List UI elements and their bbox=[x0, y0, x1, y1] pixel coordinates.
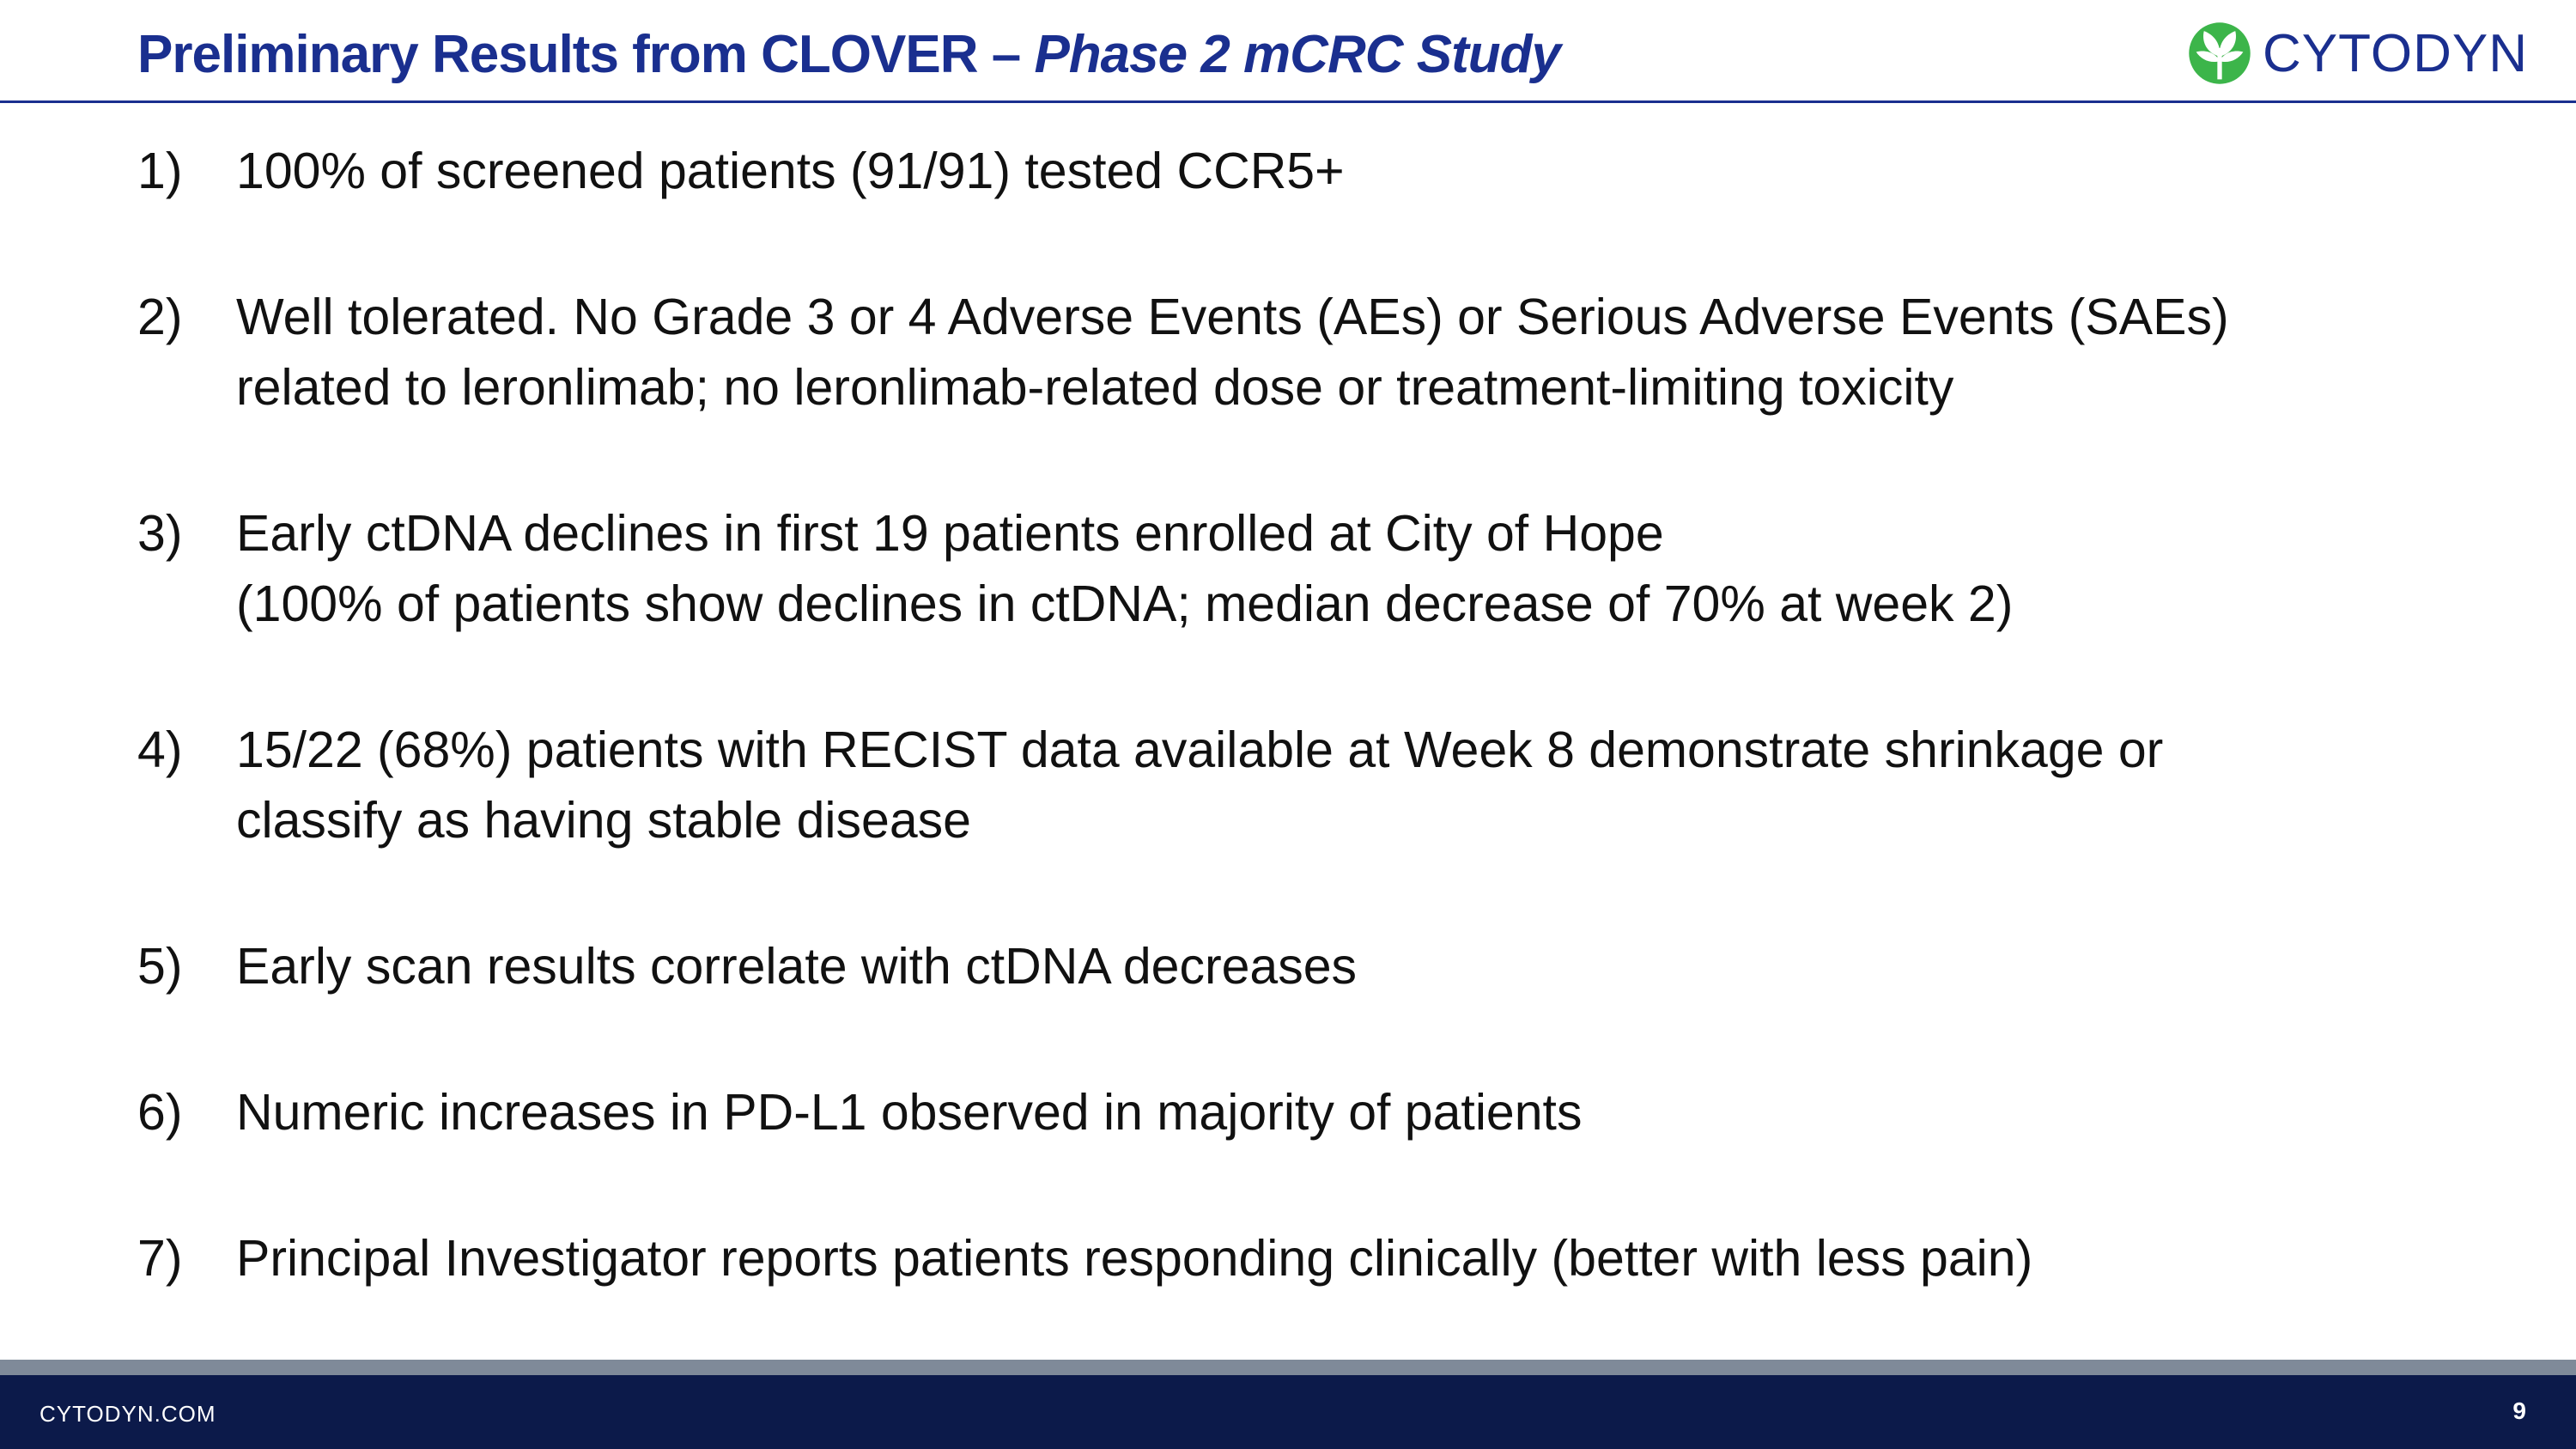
item-number: 4) bbox=[137, 721, 183, 778]
item-number: 7) bbox=[137, 1230, 183, 1287]
item-line: Well tolerated. No Grade 3 or 4 Adverse Events (AEs) or Serious Adverse Events (SAEs) bbox=[236, 289, 2229, 345]
item-line: 100% of screened patients (91/91) tested CCR5+ bbox=[236, 143, 1345, 199]
item-number: 3) bbox=[137, 505, 183, 562]
item-line: related to leronlimab; no leronlimab-related dose or treatment-limiting toxicity bbox=[236, 359, 1954, 416]
page-number: 9 bbox=[2512, 1397, 2526, 1424]
item-line: classify as having stable disease bbox=[236, 792, 971, 849]
item-text bbox=[236, 498, 2490, 639]
item-text bbox=[236, 136, 2490, 206]
list-item bbox=[137, 931, 2490, 1002]
item-line: Numeric increases in PD-L1 observed in majority of patients bbox=[236, 1084, 1583, 1141]
item-number: 5) bbox=[137, 938, 183, 995]
item-line: (100% of patients show declines in ctDNA; median decrease of 70% at week 2) bbox=[236, 575, 2014, 632]
item-text bbox=[236, 282, 2490, 423]
slide-title bbox=[137, 24, 1560, 85]
cytodyn-logo bbox=[2187, 21, 2528, 86]
item-text bbox=[236, 1077, 2490, 1148]
list-item bbox=[137, 136, 2490, 206]
list-item bbox=[137, 1223, 2490, 1294]
item-text bbox=[236, 715, 2490, 855]
item-number: 2) bbox=[137, 289, 183, 345]
item-text bbox=[236, 931, 2490, 1002]
list-item bbox=[137, 1077, 2490, 1148]
item-line: Principal Investigator reports patients responding clinically (better with less pain) bbox=[236, 1230, 2033, 1287]
item-number: 6) bbox=[137, 1084, 183, 1141]
cytodyn-leaf-logo-icon bbox=[2187, 21, 2252, 86]
item-line: Early ctDNA declines in first 19 patients enrolled at City of Hope bbox=[236, 505, 1664, 562]
list-item bbox=[137, 498, 2490, 639]
footer-accent-band bbox=[0, 1360, 2576, 1375]
title-main: Preliminary Results from CLOVER – bbox=[137, 25, 1035, 84]
list-item bbox=[137, 282, 2490, 423]
item-line: Early scan results correlate with ctDNA decreases bbox=[236, 938, 1358, 995]
item-number: 1) bbox=[137, 143, 183, 199]
footer bbox=[0, 1375, 2576, 1449]
title-divider bbox=[0, 100, 2576, 103]
item-line: 15/22 (68%) patients with RECIST data available at Week 8 demonstrate shrinkage or bbox=[236, 721, 2164, 778]
footer-site-link[interactable]: CYTODYN.COM bbox=[39, 1401, 216, 1427]
title-italic: Phase 2 mCRC Study bbox=[1034, 25, 1560, 84]
logo-text: CYTODYN bbox=[2262, 23, 2528, 83]
item-text bbox=[236, 1223, 2490, 1294]
list-item bbox=[137, 715, 2490, 855]
results-list bbox=[137, 136, 2490, 1294]
